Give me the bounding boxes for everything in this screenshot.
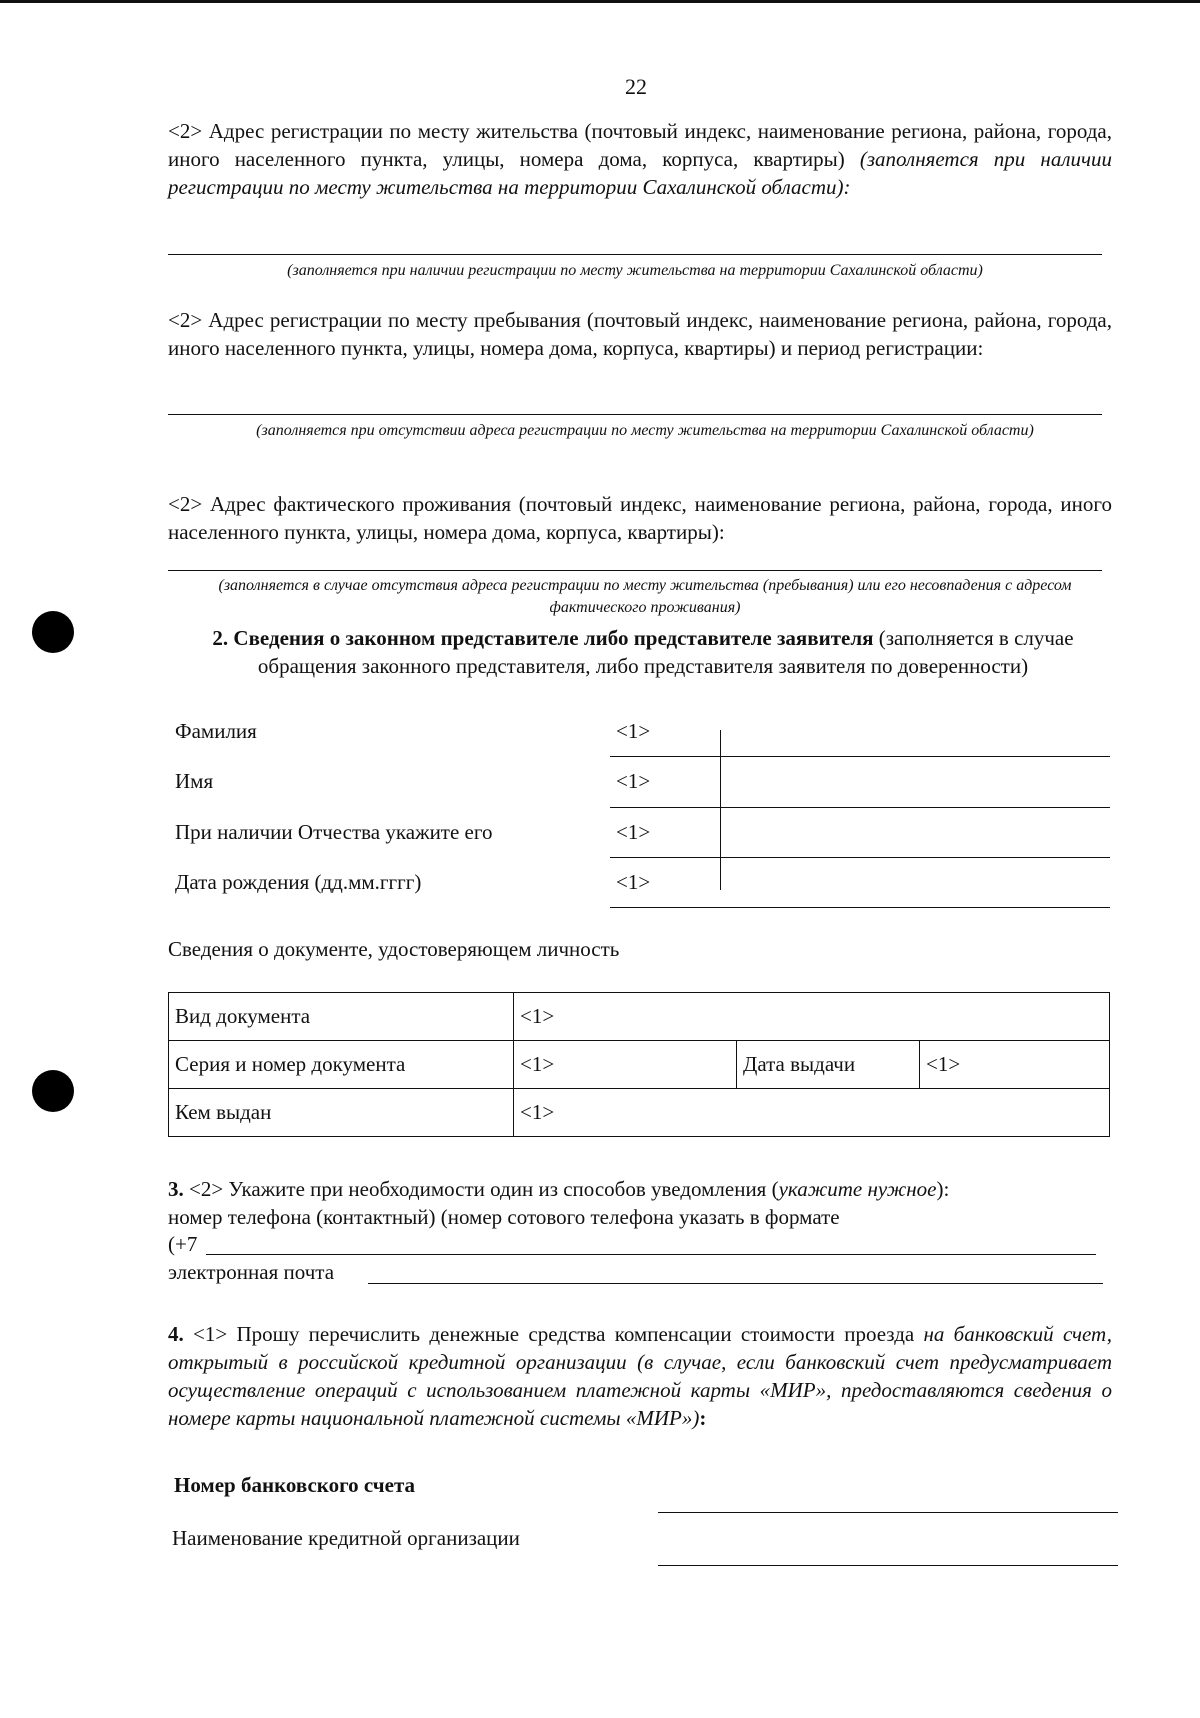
section4-request-italic: на банковский счет, открытый в российской кредитной организации (в случае, если банковский счет предусматривает осуществление операций с использованием платежной карты «МИР», предоставляются сведения о номере карты национальной платежной системы «МИР») — [168, 1322, 1113, 1430]
address-actual-caption: (заполняется в случае отсутствия адреса регистрации по месту жительства (пребывания) или его несовпадения с адресом фактического проживания) — [218, 577, 1072, 616]
scan-top-border — [0, 0, 1200, 3]
address-actual-paragraph: <2> Адрес фактического проживания (почтовый индекс, наименование региона, района, города, иного населенного пункта, улицы, номера дома, корпуса, квартиры): — [168, 492, 1112, 544]
section2-title: 2. Сведения о законном представителе либо представителе заявителя — [212, 626, 874, 650]
issue-date-label: Дата выдачи — [737, 1041, 920, 1089]
address-residence-note: (заполняется при наличии регистрации по месту жительства на территории Сахалинской области): — [168, 147, 1113, 199]
surname-input-line[interactable] — [610, 756, 1110, 757]
field-marker: <1> — [616, 870, 651, 894]
issued-by-cell[interactable]: <1> — [514, 1089, 1110, 1137]
field-separator — [720, 730, 721, 890]
field-label-patronymic: При наличии Отчества укажите его — [175, 820, 493, 844]
section4-request-end: : — [699, 1406, 707, 1430]
table-row — [169, 1089, 1110, 1137]
address-residence-paragraph — [168, 117, 1112, 201]
field-label-birthdate: Дата рождения (дд.мм.гггг) — [175, 870, 422, 894]
bank-name-label: Наименование кредитной организации — [172, 1526, 520, 1550]
address-stay-input-line[interactable] — [168, 414, 1102, 415]
phone-label: номер телефона (контактный) (номер сотового телефона указать в формате — [168, 1205, 840, 1229]
series-number-label: Серия и номер документа — [169, 1041, 514, 1089]
name-input-line[interactable] — [610, 807, 1110, 808]
issue-date-cell[interactable]: <1> — [920, 1041, 1110, 1089]
address-stay-paragraph: <2> Адрес регистрации по месту пребывания (почтовый индекс, наименование региона, района, города, иного населенного пункта, улицы, номера дома, корпуса, квартиры) и период регистрации: — [168, 308, 1112, 360]
section4-request: <1> Прошу перечислить денежные средства компенсации стоимости проезда — [193, 1322, 924, 1346]
field-marker: <1> — [616, 820, 651, 844]
email-label: электронная почта — [168, 1260, 335, 1284]
document-heading: Сведения о документе, удостоверяющем личность — [168, 937, 620, 961]
birthdate-input-line[interactable] — [610, 907, 1110, 908]
section3-number: 3. — [168, 1177, 184, 1201]
section2-note: (заполняется в случае обращения законного представителя, либо представителя заявителя по доверенности) — [257, 626, 1074, 678]
patronymic-input-line[interactable] — [610, 857, 1110, 858]
series-number-cell[interactable]: <1> — [514, 1041, 737, 1089]
bank-name-input-line[interactable] — [658, 1565, 1118, 1566]
doc-type-cell[interactable]: <1> — [514, 993, 1110, 1041]
issued-by-label: Кем выдан — [169, 1089, 514, 1137]
section3-text — [168, 1175, 1112, 1203]
doc-type-label: Вид документа — [169, 993, 514, 1041]
address-residence-text: <2> Адрес регистрации по месту жительства (почтовый индекс, наименование региона, района, города, иного населенного пункта, улицы, номера дома, корпуса, квартиры) — [168, 119, 1112, 171]
email-input-line[interactable] — [368, 1283, 1103, 1284]
phone-prefix: (+7 — [168, 1232, 198, 1256]
address-residence-caption: (заполняется при наличии регистрации по месту жительства на территории Сахалинской области) — [287, 262, 983, 279]
phone-input-line[interactable] — [206, 1254, 1096, 1255]
section4-text — [168, 1320, 1112, 1432]
address-stay-caption: (заполняется при отсутствии адреса регистрации по месту жительства на территории Сахалинской области) — [256, 422, 1034, 439]
section2-heading — [178, 624, 1108, 680]
section3-instruction: <2> Укажите при необходимости один из способов уведомления ( — [189, 1177, 779, 1201]
field-marker: <1> — [616, 769, 651, 793]
page-number: 22 — [625, 74, 647, 99]
identity-document-table — [168, 992, 1110, 1137]
section4-number: 4. — [168, 1322, 184, 1346]
punch-hole — [32, 611, 74, 653]
address-actual-input-line[interactable] — [168, 570, 1102, 571]
field-label-name: Имя — [175, 769, 214, 793]
field-marker: <1> — [616, 719, 651, 743]
table-row — [169, 1041, 1110, 1089]
section3-instruction-end: ): — [936, 1177, 950, 1201]
account-number-input-line[interactable] — [658, 1512, 1118, 1513]
account-number-label: Номер банковского счета — [174, 1473, 416, 1497]
table-row — [169, 993, 1110, 1041]
field-label-surname: Фамилия — [175, 719, 257, 743]
address-residence-input-line[interactable] — [168, 254, 1102, 255]
punch-hole — [32, 1070, 74, 1112]
section3-instruction-italic: укажите нужное — [778, 1177, 937, 1201]
